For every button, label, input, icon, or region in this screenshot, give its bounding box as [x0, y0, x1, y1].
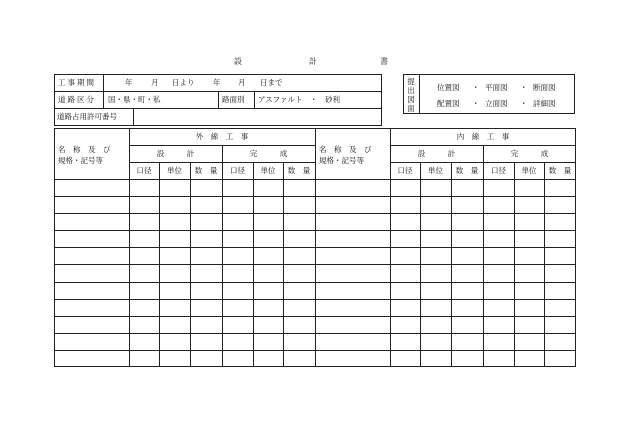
- submit-row2-b: 立面図: [485, 99, 508, 108]
- outer-design-header: 設 計: [156, 149, 195, 158]
- table-row: [54, 350, 576, 351]
- inner-complete-header: 完 成: [510, 149, 549, 158]
- table-row: [54, 282, 576, 283]
- table-row: [54, 230, 576, 231]
- table-row: [54, 213, 576, 214]
- submit-row1-c: 断面図: [533, 83, 556, 92]
- title-char-1: 設: [234, 57, 242, 66]
- surface-value: アスファルト ・ 砂利: [258, 95, 341, 104]
- submit-row2-c: 詳細図: [533, 99, 556, 108]
- sub-diameter: 口径: [230, 166, 245, 175]
- name-header-left-2: 規格・記号等: [58, 156, 103, 165]
- inner-work-title: 内 線 工 事: [456, 132, 510, 141]
- surface-label: 路面別: [222, 95, 245, 104]
- inner-design-header: 設 計: [417, 149, 456, 158]
- sub-quantity: 数 量: [287, 166, 311, 175]
- sub-quantity: 数 量: [455, 166, 479, 175]
- table-row: [54, 316, 576, 317]
- sub-diameter: 口径: [491, 166, 506, 175]
- sub-diameter: 口径: [136, 166, 152, 175]
- name-header-right-2: 規格・記号等: [319, 156, 364, 165]
- permit-label: 道路占用許可番号: [57, 112, 117, 121]
- title-char-2: 計: [309, 57, 317, 66]
- submit-row1-sep2: ・: [520, 83, 528, 92]
- outer-complete-header: 完 成: [249, 149, 288, 158]
- table-row: [54, 264, 576, 265]
- sub-quantity: 数 量: [194, 166, 218, 175]
- table-row: [54, 247, 576, 248]
- name-header-left-1: 名 称 及 び: [58, 145, 111, 154]
- submit-label: 提出図面: [407, 77, 415, 113]
- sub-unit: 単位: [260, 166, 276, 175]
- period-month-2: 月: [238, 78, 246, 87]
- submit-row1-a: 位置図: [437, 83, 460, 92]
- sub-quantity: 数 量: [548, 166, 572, 175]
- table-row: [54, 333, 576, 334]
- sub-unit: 単位: [428, 166, 443, 175]
- period-day-from: 日より: [172, 78, 195, 87]
- sub-unit: 単位: [521, 166, 537, 175]
- period-label: 工事期間: [58, 78, 96, 87]
- period-month-1: 月: [151, 78, 159, 87]
- submit-row1-sep1: ・: [472, 83, 480, 92]
- period-year-1: 年: [125, 78, 133, 87]
- name-header-right-1: 名 称 及 び: [319, 145, 372, 154]
- road-class-label: 道路区分: [58, 95, 96, 104]
- outer-work-title: 外 線 工 事: [195, 132, 249, 141]
- sub-unit: 単位: [167, 166, 182, 175]
- submit-row2-sep1: ・: [472, 99, 480, 108]
- submit-row1-b: 平面図: [485, 83, 508, 92]
- period-day-to: 日まで: [260, 78, 283, 87]
- period-year-2: 年: [213, 78, 221, 87]
- submit-row2-a: 配置図: [437, 99, 460, 108]
- sub-diameter: 口径: [397, 166, 413, 175]
- table-row: [54, 196, 576, 197]
- title-char-3: 書: [380, 57, 388, 66]
- submit-row2-sep2: ・: [520, 99, 528, 108]
- road-class-value: 国・県・町・私: [108, 95, 161, 104]
- table-row: [54, 299, 576, 300]
